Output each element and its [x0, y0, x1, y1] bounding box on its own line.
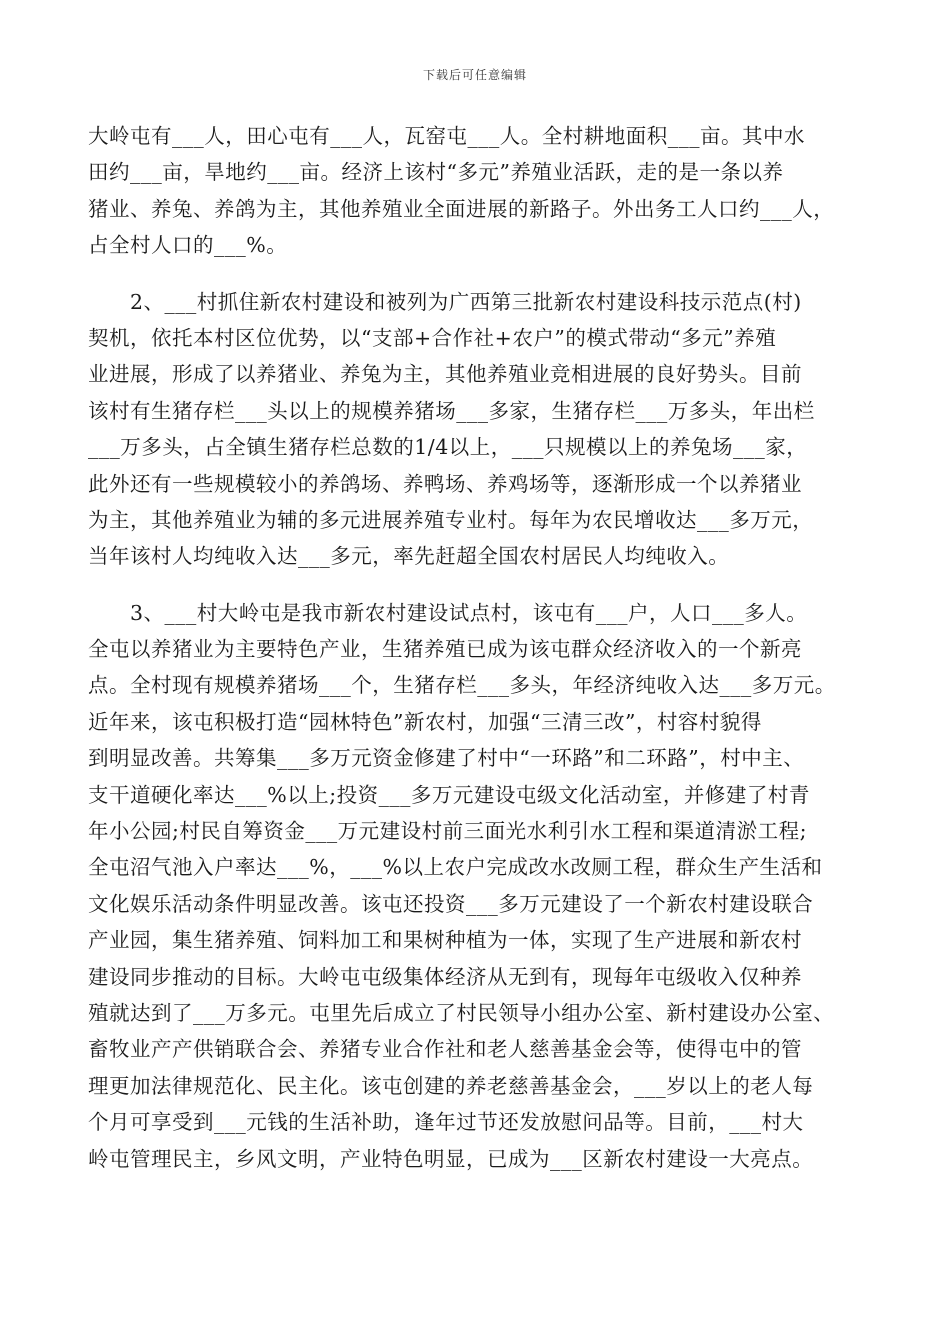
text-line: 大岭屯有___人，田心屯有___人，瓦窑屯___人。全村耕地面积___亩。其中水	[88, 124, 805, 148]
paragraph-1	[88, 118, 878, 264]
text-line: 全屯沼气池入户率达___%，___%以上农户完成改水改厕工程，群众生产生活和	[88, 855, 823, 880]
text-line: 占全村人口的___%。	[88, 233, 288, 258]
text-line: 契机，依托本村区位优势，以“支部+合作社+农户”的模式带动“多元”养殖	[88, 325, 777, 350]
text-line: 畜牧业产产供销联合会、养猪专业合作社和老人慈善基金会等，使得屯中的管	[88, 1037, 802, 1062]
text-line: 猪业、养兔、养鸽为主，其他养殖业全面进展的新路子。外出务工人口约___人，	[88, 196, 835, 221]
text-line: 支干道硬化率达___%以上;投资___多万元建设屯级文化活动室，并修建了村青	[88, 782, 810, 807]
text-line: 2、___村抓住新农村建设和被列为广西第三批新农村建设科技示范点(村)	[130, 289, 802, 314]
text-line: ___万多头，占全镇生猪存栏总数的1/4以上，___只规模以上的养兔场___家，	[88, 435, 808, 460]
text-line: 建设同步推动的目标。大岭屯屯级集体经济从无到有，现每年屯级收入仅种养	[88, 964, 802, 989]
text-line: 点。全村现有规模养猪场___个，生猪存栏___多头，年经济纯收入达___多万元。	[88, 673, 836, 698]
paragraph-spacer	[88, 264, 878, 284]
text-line: 全屯以养猪业为主要特色产业，生猪养殖已成为该屯群众经济收入的一个新亮	[88, 637, 802, 662]
text-line: 该村有生猪存栏___头以上的规模养猪场___多家，生猪存栏___万多头，年出栏	[88, 398, 815, 423]
text-line: 文化娱乐活动条件明显改善。该屯还投资___多万元建设了一个新农村建设联合	[88, 891, 814, 916]
text-line: 个月可享受到___元钱的生活补助，逢年过节还发放慰问品等。目前，___村大	[88, 1110, 804, 1135]
text-line: 3、___村大岭屯是我市新农村建设试点村，该屯有___户，人口___多人。	[130, 600, 808, 625]
text-line: 岭屯管理民主，乡风文明，产业特色明显，已成为___区新农村建设一大亮点。	[88, 1146, 814, 1171]
text-line: 年小公园;村民自筹资金___万元建设村前三面光水利引水工程和渠道清淤工程;	[88, 819, 808, 844]
text-line: 为主，其他养殖业为辅的多元进展养殖专业村。每年为农民增收达___多万元，	[88, 507, 814, 532]
page-header: 下载后可任意编辑	[422, 68, 527, 82]
text-line: 当年该村人均纯收入达___多元，率先赶超全国农村居民人均纯收入。	[88, 544, 730, 569]
text-line: 近年来，该屯积极打造“园林特色”新农村，加强“三清三改”，村容村貌得	[88, 709, 762, 734]
text-line: 理更加法律规范化、民主化。该屯创建的养老慈善基金会，___岁以上的老人每	[88, 1073, 814, 1098]
text-line: 到明显改善。共筹集___多万元资金修建了村中“一环路”和二环路”，村中主、	[88, 746, 805, 771]
paragraph-spacer	[88, 575, 878, 595]
text-line: 产业园，集生猪养殖、饲料加工和果树种植为一体，实现了生产进展和新农村	[88, 928, 802, 953]
text-line: 此外还有一些规模较小的养鸽场、养鸭场、养鸡场等，逐渐形成一个以养猪业	[88, 471, 802, 496]
text-line: 田约___亩，旱地约___亩。经济上该村“多元”养殖业活跃，走的是一条以养	[88, 160, 784, 185]
document-body	[88, 118, 878, 1177]
paragraph-3	[88, 595, 878, 1177]
text-line: 殖就达到了___万多元。屯里先后成立了村民领导小组办公室、新村建设办公室、	[88, 1000, 835, 1025]
paragraph-2	[88, 284, 878, 575]
text-line: 业进展，形成了以养猪业、养兔为主，其他养殖业竞相进展的良好势头。目前	[88, 362, 802, 387]
